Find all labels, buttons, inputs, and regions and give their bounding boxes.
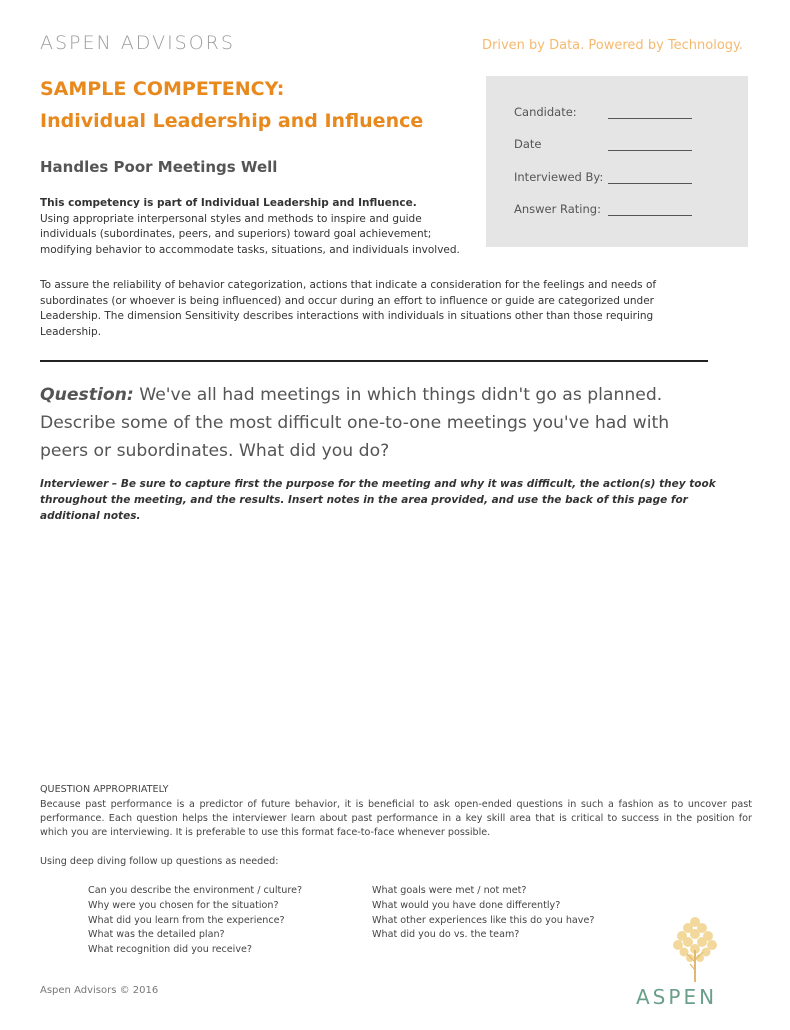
list-item: What did you do vs. the team? — [372, 929, 520, 941]
candidate-info-box — [486, 76, 748, 247]
competency-subtitle: Handles Poor Meetings Well — [40, 158, 278, 176]
aspen-logo-text: ASPEN — [636, 985, 718, 1009]
list-item: What did you learn from the experience? — [88, 914, 285, 926]
list-item: What recognition did you receive? — [88, 944, 253, 956]
answer-rating-label: Answer Rating: — [514, 202, 601, 216]
date-field[interactable] — [608, 150, 692, 151]
interviewer-instructions: Interviewer – Be sure to capture first the purpose for the meeting and why it was difficult, the action(s) they took throughout the meeting, and the results. Insert notes in the area provided, and use the back of this page for additional notes. — [40, 478, 716, 522]
list-item: Can you describe the environment / culture? — [88, 885, 303, 896]
divider — [40, 360, 708, 362]
page-title-line1: SAMPLE COMPETENCY: — [40, 78, 285, 100]
list-item: What would you have done differently? — [372, 899, 561, 911]
competency-description — [40, 196, 480, 258]
answer-rating-field[interactable] — [608, 215, 692, 216]
description-bold-line: This competency is part of Individual Leadership and Influence. — [40, 197, 417, 209]
description-text: Using appropriate interpersonal styles and methods to inspire and guide individuals (subordinates, peers, and superiors) toward goal achievement; modifying behavior to accommodate tasks, situations, and individuals involved. — [40, 212, 460, 256]
date-label: Date — [514, 137, 542, 151]
question-appropriately-heading: QUESTION APPROPRIATELY — [40, 784, 169, 795]
tagline: Driven by Data. Powered by Technology. — [482, 38, 743, 53]
list-item: What other experiences like this do you have? — [372, 914, 595, 926]
question-text: We've all had meetings in which things didn't go as planned. Describe some of the most difficult one-to-one meetings you've had with peers or subordinates. What did you do? — [40, 385, 670, 461]
brand-wordmark: ASPEN ADVISORS — [40, 32, 235, 54]
list-item: What was the detailed plan? — [88, 929, 225, 941]
followup-list-right — [372, 884, 594, 943]
candidate-label: Candidate: — [514, 105, 577, 119]
list-item: Why were you chosen for the situation? — [88, 899, 279, 911]
question-label: Question: — [40, 385, 134, 405]
interviewed-by-label: Interviewed By: — [514, 170, 604, 184]
leadership-paragraph: To assure the reliability of behavior categorization, actions that indicate a consideration for the feelings and needs of subordinates (or whoever is being influenced) and occur during an effort to influence or guide are categorized under Leadership. The dimension Sensitivity describes interactions with individuals in situations other than those requiring Leadership. — [40, 279, 657, 338]
question-appropriately-body: Because past performance is a predictor of future behavior, it is beneficial to ask open-ended questions in such a fashion as to uncover past performance. Each question helps the interviewer learn about past performance in a key skill area that is critical to success in the position for which you are interviewing. It is preferable to use this format face-to-face whenever possible. — [40, 799, 752, 838]
page-title-line2: Individual Leadership and Influence — [40, 110, 424, 132]
candidate-field[interactable] — [608, 118, 692, 119]
list-item: What goals were met / not met? — [372, 885, 527, 896]
followup-list-left — [88, 884, 302, 958]
footer-copyright: Aspen Advisors © 2016 — [40, 985, 159, 996]
deep-diving-intro: Using deep diving follow up questions as needed: — [40, 856, 279, 867]
interviewed-by-field[interactable] — [608, 183, 692, 184]
aspen-tree-icon — [660, 912, 730, 988]
interview-question — [40, 381, 720, 465]
